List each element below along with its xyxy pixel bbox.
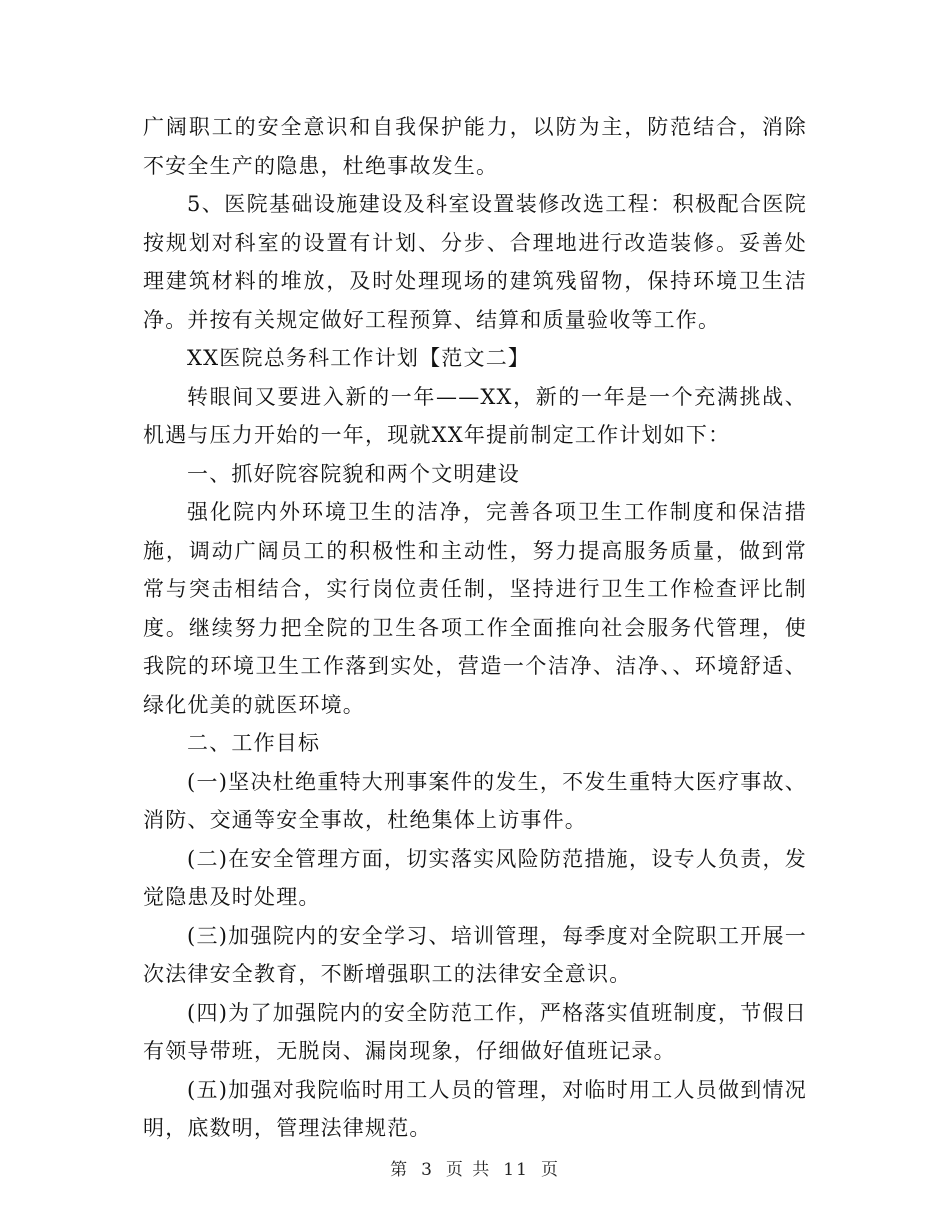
paragraph-item-5: 5、医院基础设施建设及科室设置装修改选工程：积极配合医院按规划对科室的设置有计划、分步、合理地进行改造装修。妥善处理建筑材料的堆放，及时处理现场的建筑残留物，保持环境卫生洁净。并按有关规定做好工程预算、结算和质量验收等工作。 (143, 192, 807, 332)
footer-prefix: 第 (390, 1160, 410, 1180)
goal-item-3: (三)加强院内的安全学习、培训管理，每季度对全院职工开展一次法律安全教育，不断增强职工的法律安全意识。 (143, 923, 807, 986)
footer-current-page: 3 (421, 1160, 434, 1180)
paragraph-intro: 转眼间又要进入新的一年——XX，新的一年是一个充满挑战、机遇与压力开始的一年，现就XX年提前制定工作计划如下： (143, 384, 807, 447)
footer-total-pages: 11 (503, 1160, 529, 1180)
heading-one: 一、抓好院容院貌和两个文明建设 (187, 461, 520, 486)
document-body (143, 108, 807, 1148)
goal-item-1: (一)坚决杜绝重特大刑事案件的发生，不发生重特大医疗事故、消防、交通等安全事故，杜绝集体上访事件。 (143, 769, 807, 832)
page-footer (0, 1155, 950, 1180)
goal-item-5: (五)加强对我院临时用工人员的管理，对临时用工人员做到情况明，底数明，管理法律规范。 (143, 1077, 807, 1140)
footer-middle: 页 共 (445, 1160, 492, 1180)
footer-suffix: 页 (540, 1160, 560, 1180)
goal-item-4: (四)为了加强院内的安全防范工作，严格落实值班制度，节假日有领导带班，无脱岗、漏岗现象，仔细做好值班记录。 (143, 1000, 807, 1063)
goal-item-2: (二)在安全管理方面，切实落实风险防范措施，设专人负责，发觉隐患及时处理。 (143, 846, 807, 909)
section-title-sample-two: XX医院总务科工作计划【范文二】 (187, 346, 531, 370)
paragraph-continuation: 广阔职工的安全意识和自我保护能力，以防为主，防范结合，消除不安全生产的隐患，杜绝事故发生。 (143, 115, 807, 178)
paragraph-environment: 强化院内外环境卫生的洁净，完善各项卫生工作制度和保洁措施，调动广阔员工的积极性和主动性，努力提高服务质量，做到常常与突击相结合，实行岗位责任制，坚持进行卫生工作检查评比制度。继续努力把全院的卫生各项工作全面推向社会服务代管理，使我院的环境卫生工作落到实处，营造一个洁净、洁净、、环境舒适、绿化优美的就医环境。 (143, 500, 807, 717)
heading-two: 二、工作目标 (187, 731, 321, 755)
